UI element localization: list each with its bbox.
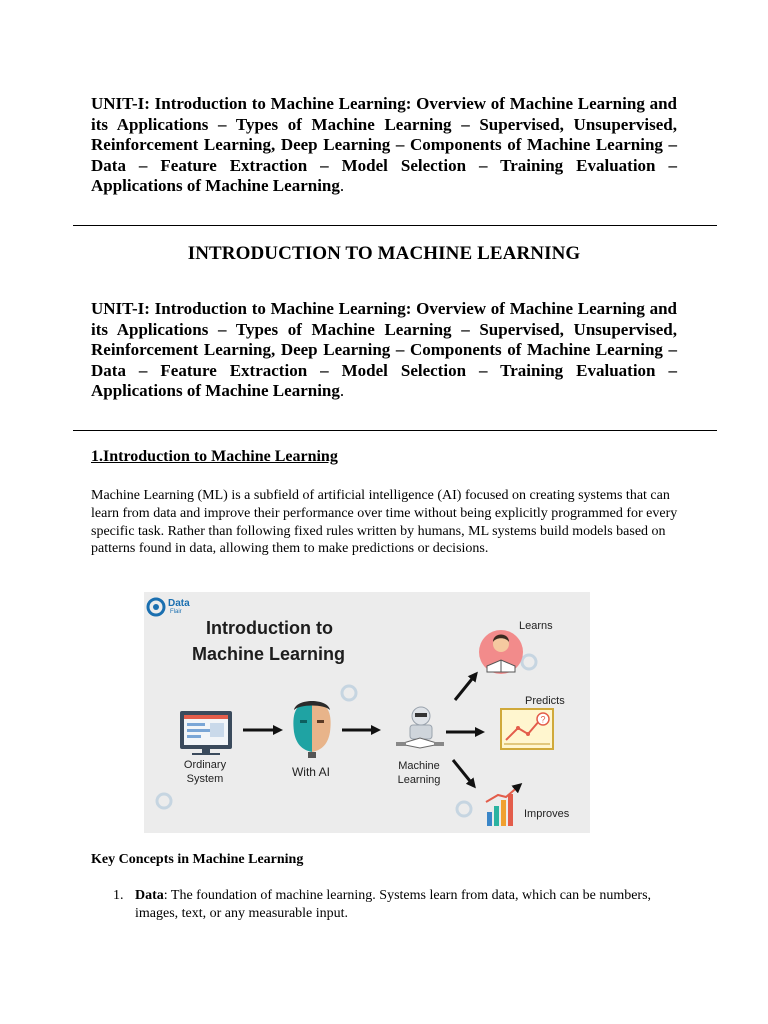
figure-title-line1: Introduction to (206, 618, 333, 638)
key-concepts-list (91, 887, 681, 922)
unit-overview-text: UNIT-I: Introduction to Machine Learning: Overview of Machine Learning and its Applications – Types of Machine Learning – Supervised, Unsupervised, Reinforcement Learning, Deep Learning – Components of Machine Learning – Data – Feature Extraction – Model Selection – Training Evaluation – Applications of Machine Learning (91, 94, 677, 196)
intro-paragraph: Machine Learning (ML) is a subfield of artificial intelligence (AI) focused on creating systems that can learn from data and improve their performance over time without being explicitly programmed for every specific task. Rather than following fixed rules written by humans, ML systems build models based on patterns found in data, allowing them to make predictions or decisions. (91, 488, 678, 557)
dataflair-logo-icon (148, 599, 164, 615)
list-item (91, 887, 681, 922)
unit-overview-period-repeat: . (339, 381, 345, 401)
section-heading: 1.Introduction to Machine Learning (91, 448, 338, 465)
list-item-description: : The foundation of machine learning. Systems learn from data, which can be numbers, images, text, or any measurable input. (135, 888, 652, 921)
logo-text-data: Data (168, 598, 190, 609)
list-item-number: 1. (113, 888, 124, 903)
svg-text:?: ? (540, 714, 546, 725)
ai-head-icon (293, 701, 330, 758)
label-with-ai: With AI (291, 765, 331, 779)
logo-text-flair: Flair (170, 609, 182, 615)
robot-reading-icon (396, 707, 444, 748)
page-title: INTRODUCTION TO MACHINE LEARNING (187, 243, 581, 264)
label-predicts: Predicts (525, 695, 565, 707)
label-learns: Learns (519, 620, 553, 632)
label-improves: Improves (524, 808, 570, 820)
figure-title-line2: Machine Learning (192, 644, 346, 664)
ml-intro-figure (144, 592, 590, 833)
label-ordinary: Ordinary (183, 759, 227, 771)
key-concepts-heading: Key Concepts in Machine Learning (91, 852, 304, 867)
unit-overview-period: . (339, 176, 345, 196)
label-machine: Machine (398, 760, 440, 772)
arrow-to-improves (453, 760, 474, 786)
unit-overview-paragraph (91, 94, 677, 197)
person-reading-icon (479, 630, 523, 674)
label-system: System (186, 773, 224, 785)
unit-overview-text-repeat: UNIT-I: Introduction to Machine Learning: Overview of Machine Learning and its Applications – Types of Machine Learning – Supervised, Unsupervised, Reinforcement Learning, Deep Learning – Components of Machine Learning – Data – Feature Extraction – Model Selection – Training Evaluation – Applications of Machine Learning (91, 299, 677, 401)
prediction-chart-icon (501, 709, 553, 749)
growth-bar-chart-icon (486, 785, 520, 826)
unit-overview-paragraph-repeat (91, 299, 677, 402)
computer-monitor-icon (180, 711, 232, 755)
label-learning: Learning (397, 774, 441, 786)
horizontal-divider-top (73, 225, 717, 226)
list-item-term: Data (135, 888, 164, 903)
arrow-to-learns (455, 674, 476, 700)
horizontal-divider-bottom (73, 430, 717, 431)
